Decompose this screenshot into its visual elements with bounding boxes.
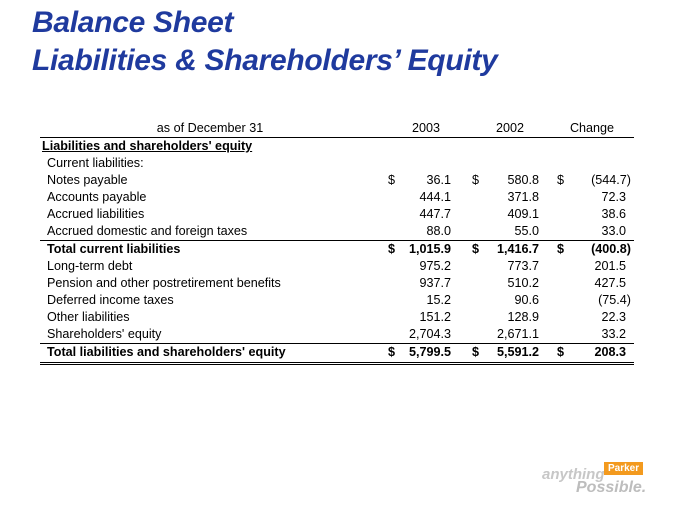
page-subtitle: Liabilities & Shareholders’ Equity bbox=[32, 44, 498, 77]
value-2002: 5,591.2 bbox=[496, 345, 539, 359]
logo-brand: Parker bbox=[604, 462, 643, 475]
value-2002: 90.6 bbox=[514, 293, 539, 307]
currency-2002: $ bbox=[472, 173, 480, 187]
value-2003: 1,015.9 bbox=[408, 242, 451, 256]
currency-change: $ bbox=[557, 173, 565, 187]
logo-possible: Possible. bbox=[576, 479, 647, 496]
value-change: 72.3 bbox=[601, 190, 626, 204]
table-row bbox=[40, 326, 634, 343]
value-change: 33.2 bbox=[601, 327, 626, 341]
value-2002: 580.8 bbox=[507, 173, 539, 187]
table-row bbox=[40, 258, 634, 275]
table-row bbox=[40, 292, 634, 309]
total-current-liabilities-row bbox=[40, 241, 634, 258]
balance-sheet-table bbox=[40, 120, 634, 365]
row-label: Notes payable bbox=[47, 173, 128, 187]
section-row bbox=[40, 138, 634, 155]
currency-2003: $ bbox=[388, 345, 396, 359]
value-2003: 151.2 bbox=[419, 310, 451, 324]
value-2003: 36.1 bbox=[426, 173, 451, 187]
value-2002: 773.7 bbox=[507, 259, 539, 273]
value-2002: 371.8 bbox=[507, 190, 539, 204]
value-change: 427.5 bbox=[594, 276, 626, 290]
table-row bbox=[40, 189, 634, 206]
header-2003: 2003 bbox=[411, 121, 441, 135]
currency-2002: $ bbox=[472, 242, 480, 256]
parker-logo bbox=[542, 462, 662, 502]
logo-anything: anything bbox=[542, 466, 605, 483]
table-row bbox=[40, 206, 634, 223]
row-label: Deferred income taxes bbox=[47, 293, 174, 307]
row-label: Shareholders' equity bbox=[47, 327, 162, 341]
row-label: Long-term debt bbox=[47, 259, 133, 273]
row-label: Accrued domestic and foreign taxes bbox=[47, 224, 248, 238]
value-2003: 937.7 bbox=[419, 276, 451, 290]
currency-change: $ bbox=[557, 242, 565, 256]
value-change: (75.4) bbox=[598, 293, 631, 307]
table-row bbox=[40, 172, 634, 189]
value-2003: 5,799.5 bbox=[408, 345, 451, 359]
row-label: Accounts payable bbox=[47, 190, 147, 204]
row-label: Other liabilities bbox=[47, 310, 130, 324]
value-2003: 444.1 bbox=[419, 190, 451, 204]
value-change: (400.8) bbox=[591, 242, 631, 256]
header-as-of: as of December 31 bbox=[156, 121, 264, 135]
row-label: Accrued liabilities bbox=[47, 207, 145, 221]
section-heading: Liabilities and shareholders' equity bbox=[42, 139, 253, 153]
row-label: Total liabilities and shareholders' equity bbox=[47, 345, 286, 359]
value-2002: 510.2 bbox=[507, 276, 539, 290]
table-row bbox=[40, 223, 634, 241]
value-change: (544.7) bbox=[591, 173, 631, 187]
currency-2003: $ bbox=[388, 173, 396, 187]
table-row bbox=[40, 309, 634, 326]
currency-2002: $ bbox=[472, 345, 480, 359]
value-2002: 409.1 bbox=[507, 207, 539, 221]
table-header-row bbox=[40, 120, 634, 138]
value-2002: 55.0 bbox=[514, 224, 539, 238]
row-label: Total current liabilities bbox=[47, 242, 181, 256]
grand-total-row bbox=[40, 343, 634, 365]
value-2003: 88.0 bbox=[426, 224, 451, 238]
value-change: 33.0 bbox=[601, 224, 626, 238]
table-row bbox=[40, 275, 634, 292]
subsection-row bbox=[40, 155, 634, 172]
header-2002: 2002 bbox=[495, 121, 525, 135]
subsection-label: Current liabilities: bbox=[47, 156, 144, 170]
currency-2003: $ bbox=[388, 242, 396, 256]
value-2002: 1,416.7 bbox=[496, 242, 539, 256]
value-2003: 975.2 bbox=[419, 259, 451, 273]
page-title: Balance Sheet bbox=[32, 6, 234, 39]
row-label: Pension and other postretirement benefits bbox=[47, 276, 281, 290]
value-2003: 2,704.3 bbox=[408, 327, 451, 341]
value-2003: 447.7 bbox=[419, 207, 451, 221]
value-2002: 2,671.1 bbox=[496, 327, 539, 341]
value-2002: 128.9 bbox=[507, 310, 539, 324]
value-change: 38.6 bbox=[601, 207, 626, 221]
currency-change: $ bbox=[557, 345, 565, 359]
value-change: 22.3 bbox=[601, 310, 626, 324]
header-change: Change bbox=[569, 121, 615, 135]
value-change: 208.3 bbox=[594, 345, 626, 359]
value-change: 201.5 bbox=[594, 259, 626, 273]
value-2003: 15.2 bbox=[426, 293, 451, 307]
